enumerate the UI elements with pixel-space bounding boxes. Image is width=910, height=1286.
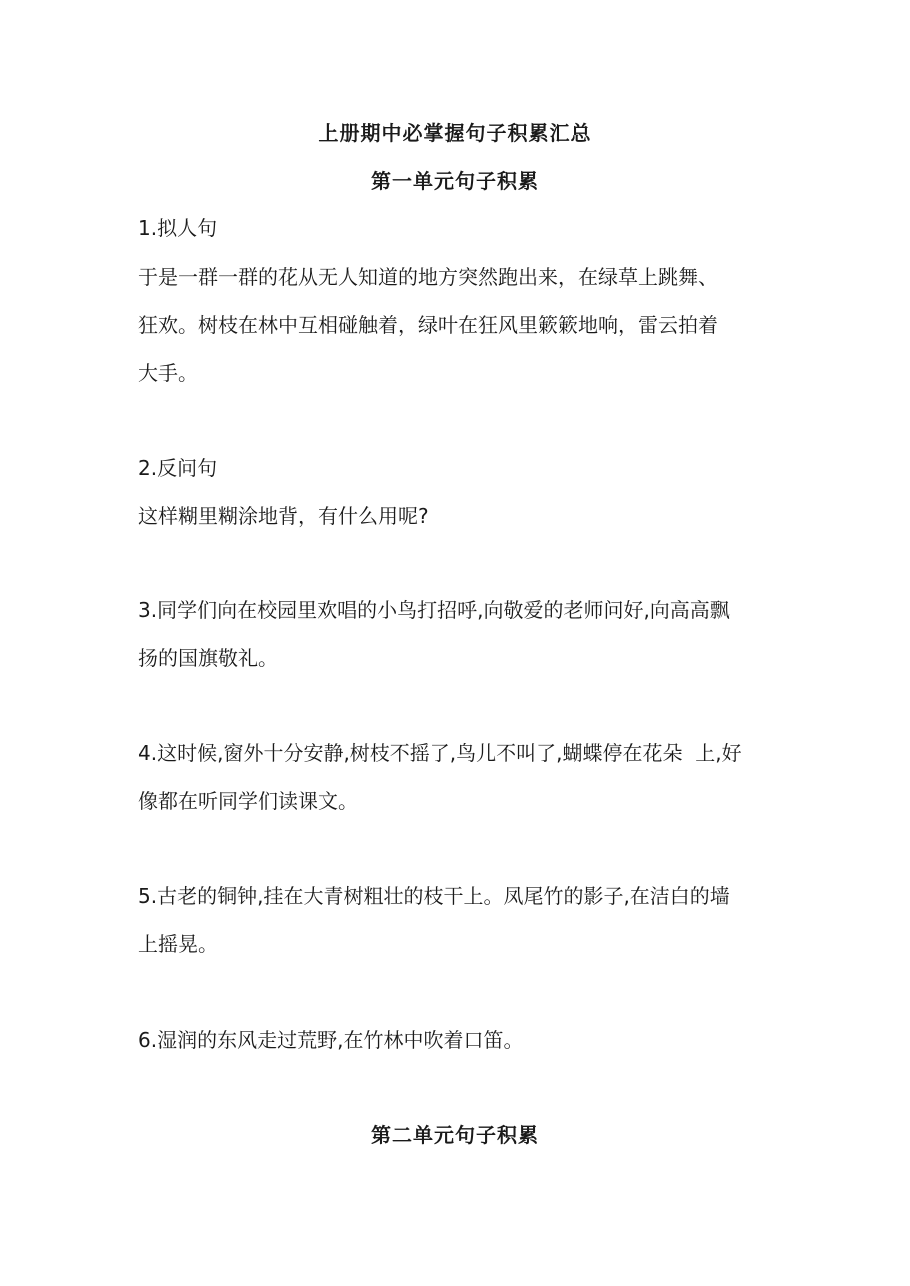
- text-line: 这样糊里糊涂地背，有什么用呢?: [138, 504, 429, 528]
- document-title: 上册期中必掌握句子积累汇总: [318, 121, 592, 145]
- sentence-item-4: [138, 729, 778, 825]
- section-heading-unit-2: 第二单元句子积累: [371, 1123, 539, 1147]
- sentence-item-1-text: [138, 253, 778, 397]
- sentence-item-2-text: [138, 502, 778, 530]
- sentence-item-1: [138, 214, 778, 242]
- sentence-item-3: [138, 586, 778, 682]
- section-heading-unit-1: 第一单元句子积累: [371, 169, 539, 193]
- text-line: 6.湿润的东风走过荒野,在竹林中吹着口笛。: [138, 1028, 524, 1052]
- text-line: 像都在听同学们读课文。: [138, 789, 358, 813]
- sentence-item-2: [138, 454, 778, 482]
- sentence-item-5: [138, 872, 778, 968]
- text-line: 狂欢。树枝在林中互相碰触着，绿叶在狂风里簌簌地响，雷云拍着: [138, 313, 718, 337]
- text-line: 扬的国旗敬礼。: [138, 646, 278, 670]
- text-line: 3.同学们向在校园里欢唱的小鸟打招呼,向敬爱的老师问好,向高高飘: [138, 598, 730, 622]
- text-line: 大手。: [138, 361, 198, 385]
- sentence-item-6: [138, 1026, 778, 1054]
- text-line: 5.古老的铜钟,挂在大青树粗壮的枝干上。凤尾竹的影子,在洁白的墙: [138, 884, 730, 908]
- text-line: 上摇晃。: [138, 932, 218, 956]
- text-line: 于是一群一群的花从无人知道的地方突然跑出来，在绿草上跳舞、: [138, 265, 718, 289]
- item-label: 2.反问句: [138, 456, 218, 480]
- text-line: 4.这时候,窗外十分安静,树枝不摇了,鸟儿不叫了,蝴蝶停在花朵 上,好: [138, 741, 742, 765]
- item-label: 1.拟人句: [138, 216, 218, 240]
